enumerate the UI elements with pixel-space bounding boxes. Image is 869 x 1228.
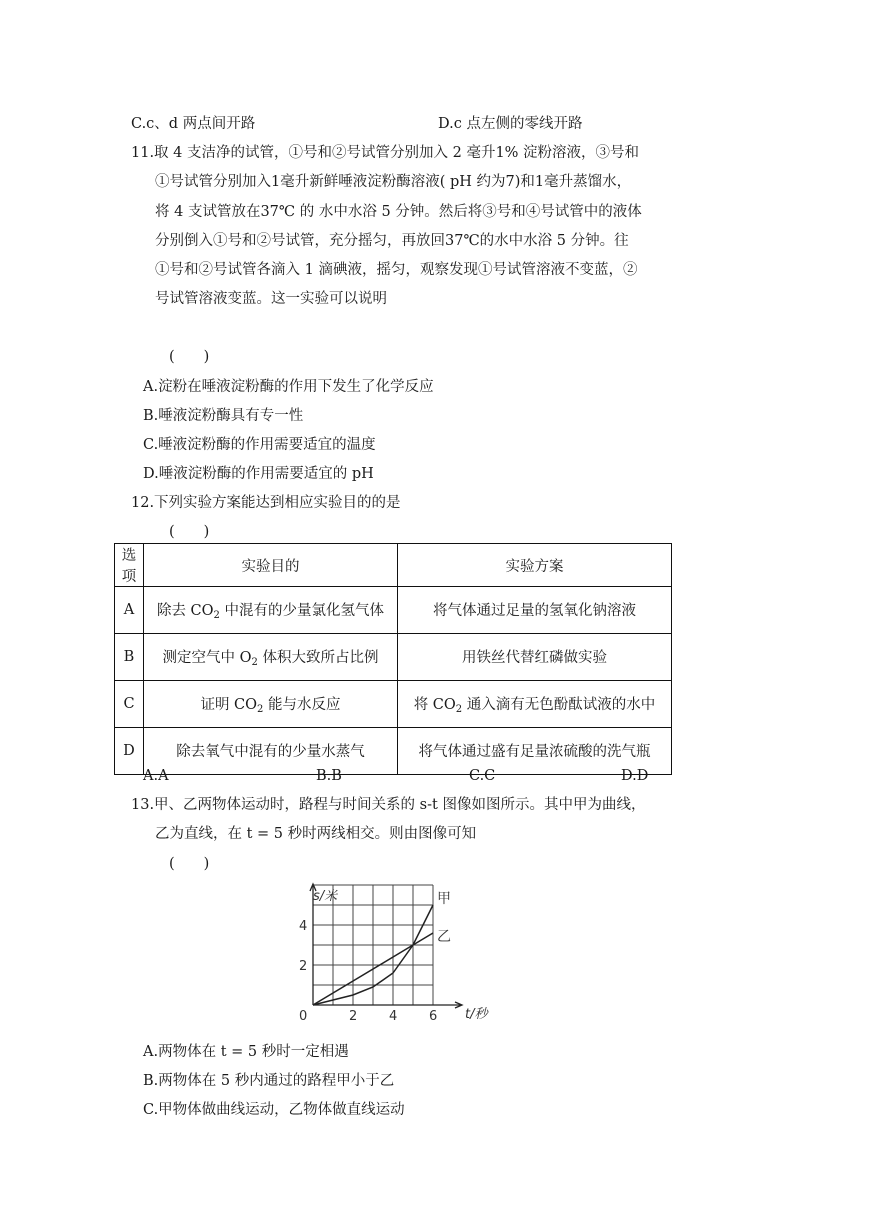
table-row: [115, 681, 672, 728]
q11-option-d: D.唾液淀粉酶的作用需要适宜的 pH: [143, 466, 374, 482]
q13-stem-line: 乙为直线，在 t = 5 秒时两线相交。则由图像可知: [155, 826, 477, 842]
row-plan: 将气体通过盛有足量浓硫酸的洗气瓶: [398, 728, 672, 775]
row-option: B: [115, 634, 144, 681]
row-goal: 除去氧气中混有的少量水蒸气: [144, 728, 398, 775]
q11-stem-line: 11.取 4 支洁净的试管，①号和②号试管分别加入 2 毫升1% 淀粉溶液，③号和: [131, 145, 640, 161]
y-tick-label: 2: [299, 959, 308, 974]
q13-answer-paren: ( ): [169, 856, 210, 872]
s-t-graph: [285, 880, 495, 1030]
table-row: [115, 728, 672, 775]
q11-option-b: B.唾液淀粉酶具有专一性: [143, 408, 304, 424]
q12-answer-b: B.B: [316, 768, 342, 784]
q11-option-a: A.淀粉在唾液淀粉酶的作用下发生了化学反应: [143, 379, 434, 395]
q11-stem-line: 号试管溶液变蓝。这一实验可以说明: [155, 291, 387, 307]
q13-option-c: C.甲物体做曲线运动，乙物体做直线运动: [143, 1102, 405, 1118]
row-option: C: [115, 681, 144, 728]
header-option: 选项: [115, 544, 144, 587]
q12-stem: 12.下列实验方案能达到相应实验目的的是: [131, 495, 401, 511]
series-label: 甲: [437, 891, 451, 907]
q12-table: [114, 543, 672, 775]
q11-stem-line: 分别倒入①号和②号试管，充分摇匀，再放回37℃的水中水浴 5 分钟。往: [155, 233, 629, 249]
q11-stem-line: ①号和②号试管各滴入 1 滴碘液，摇匀，观察发现①号试管溶液不变蓝，②: [155, 262, 638, 278]
x-tick-label: 0: [299, 1009, 308, 1024]
y-tick-label: 4: [299, 919, 308, 934]
row-goal: 除去 $CO_2$ 中混有的少量氯化氢气体: [144, 587, 398, 634]
y-axis-label: s/米: [313, 889, 338, 904]
header-goal: 实验目的: [144, 544, 398, 587]
q11-option-c: C.唾液淀粉酶的作用需要适宜的温度: [143, 437, 376, 453]
q10-option-d: D.c 点左侧的零线开路: [438, 116, 583, 132]
x-tick-label: 2: [349, 1009, 358, 1024]
row-plan: 将 $CO_2$ 通入滴有无色酚酞试液的水中: [398, 681, 672, 728]
row-plan: 用铁丝代替红磷做实验: [398, 634, 672, 681]
row-plan: 将气体通过足量的氢氧化钠溶液: [398, 587, 672, 634]
q11-answer-paren: ( ): [169, 349, 210, 365]
row-goal: 证明 $CO_2$ 能与水反应: [144, 681, 398, 728]
row-option: A: [115, 587, 144, 634]
table-row: [115, 634, 672, 681]
row-goal: 测定空气中 $O_2$ 体积大致所占比例: [144, 634, 398, 681]
table-header-row: [115, 544, 672, 587]
q13-option-a: A.两物体在 t = 5 秒时一定相遇: [143, 1044, 349, 1060]
q11-stem-line: ①号试管分别加入1毫升新鲜唾液淀粉酶溶液( pH 约为7)和1毫升蒸馏水，: [155, 174, 632, 190]
q12-answer-c: C.C: [469, 768, 496, 784]
row-option: D: [115, 728, 144, 775]
x-axis-label: t/秒: [465, 1007, 488, 1022]
chart-series: [313, 891, 451, 1005]
table-row: [115, 587, 672, 634]
q12-answer-paren: ( ): [169, 524, 210, 540]
q13-stem-line: 13.甲、乙两物体运动时，路程与时间关系的 s-t 图像如图所示。其中甲为曲线，: [131, 797, 646, 813]
q13-option-b: B.两物体在 5 秒内通过的路程甲小于乙: [143, 1073, 395, 1089]
q12-answer-a: A.A: [143, 768, 169, 784]
q12-answer-d: D.D: [621, 768, 649, 784]
series-label: 乙: [437, 929, 451, 945]
q10-option-c: C.c、d 两点间开路: [131, 116, 256, 132]
x-tick-label: 6: [429, 1009, 438, 1024]
x-tick-label: 4: [389, 1009, 398, 1024]
header-plan: 实验方案: [398, 544, 672, 587]
q11-stem-line: 将 4 支试管放在37℃ 的 水中水浴 5 分钟。然后将③号和④号试管中的液体: [155, 204, 642, 220]
